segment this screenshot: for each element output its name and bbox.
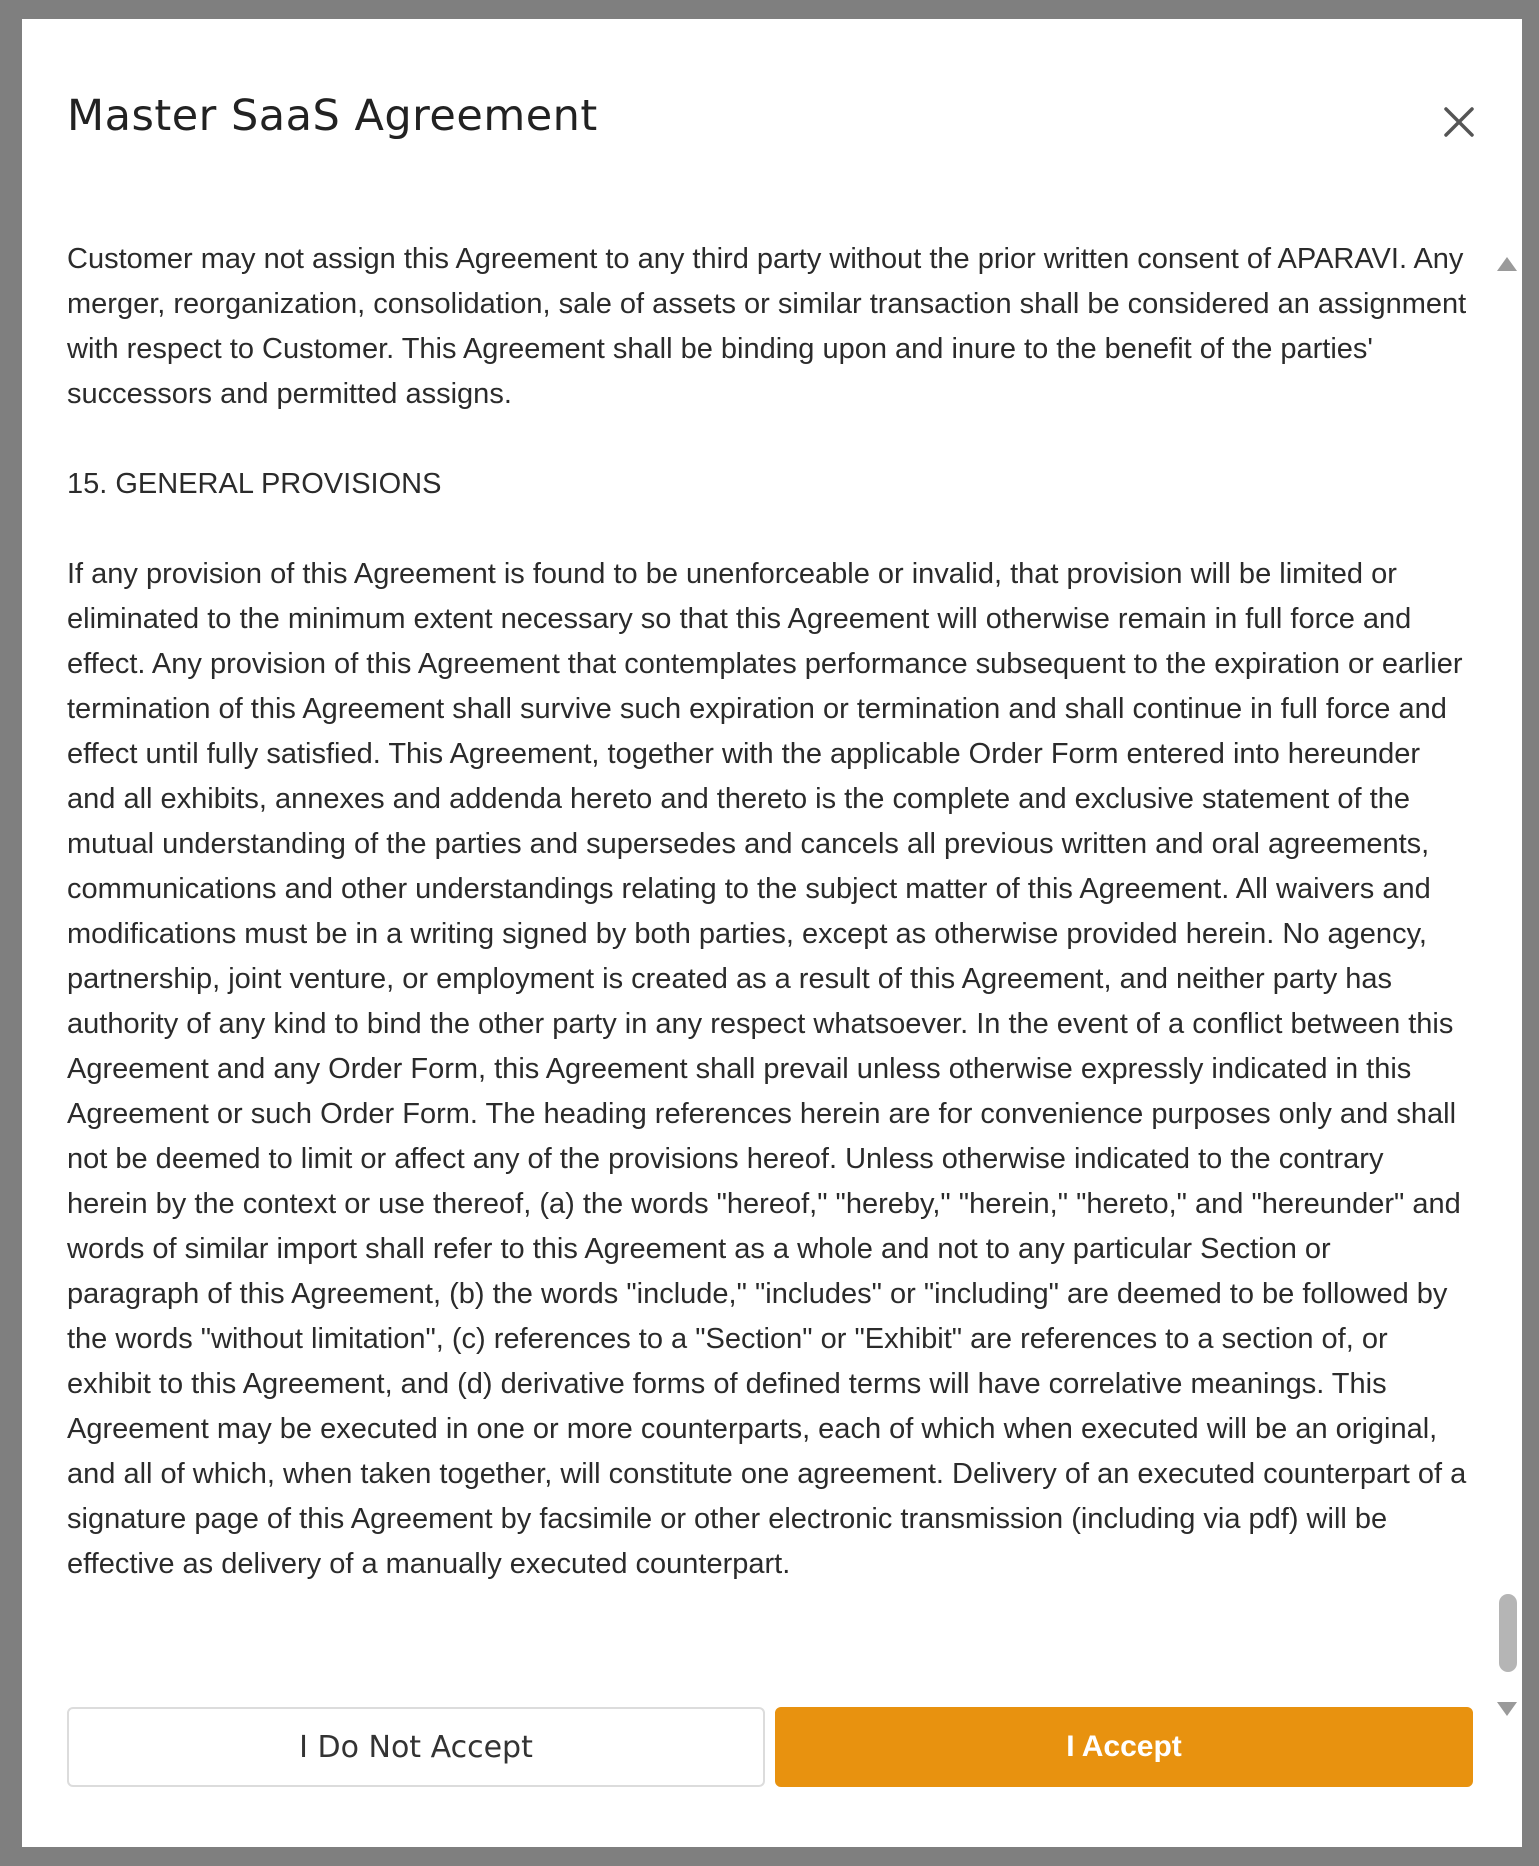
dialog-title: Master SaaS Agreement [67,91,598,141]
close-icon [1434,97,1484,147]
section-heading: 15. GENERAL PROVISIONS [67,468,442,500]
agreement-scroll-area[interactable] [22,229,1522,1725]
scroll-up-button[interactable] [1492,249,1522,279]
dialog-footer [67,1707,1473,1789]
scroll-down-button[interactable] [1492,1694,1522,1724]
vertical-scrollbar[interactable] [1492,249,1522,1724]
decline-button[interactable]: I Do Not Accept [67,1707,765,1787]
scrollbar-thumb[interactable] [1499,1594,1517,1672]
triangle-down-icon [1492,1694,1522,1724]
agreement-paragraph: If any provision of this Agreement is found to be unenforceable or invalid, that provision will be limited or eliminated to the minimum extent necessary so that this Agreement will otherwise remain in full force and effect. Any provision of this Agreement that contemplates performance subsequent to the expiration or earlier termination of this Agreement shall survive such expiration or termination and shall continue in full force and effect until fully satisfied. This Agreement, together with the applicable Order Form entered into hereunder and all exhibits, annexes and addenda hereto and thereto is the complete and exclusive statement of the mutual understanding of the parties and supersedes and cancels all previous written and oral agreements, communications and other understandings relating to the subject matter of this Agreement. All waivers and modifications must be in a writing signed by both parties, except as otherwise provided herein. No agency, partnership, joint venture, or employment is created as a result of this Agreement, and neither party has authority of any kind to bind the other party in any respect whatsoever. In the event of a conflict between this Agreement and any Order Form, this Agreement shall prevail unless otherwise expressly indicated in this Agreement or such Order Form. The heading references herein are for convenience purposes only and shall not be deemed to limit or affect any of the provisions hereof. Unless otherwise indicated to the contrary herein by the context or use thereof, (a) the words "hereof," "hereby," "herein," "hereto," and "hereunder" and words of similar import shall refer to this Agreement as a whole and not to any particular Section or paragraph of this Agreement, (b) the words "include," "includes" or "including" are deemed to be followed by the words "without limitation", (c) references to a "Section" or "Exhibit" are references to a section of, or exhibit to this Agreement, and (d) derivative forms of defined terms will have correlative meanings. This Agreement may be executed in one or more counterparts, each of which when executed will be an original, and all of which, when taken together, will constitute one agreement. Delivery of an executed counterpart of a signature page of this Agreement by facsimile or other electronic transmission (including via pdf) will be effective as delivery of a manually executed counterpart. [67,558,1467,1580]
accept-button[interactable]: I Accept [775,1707,1473,1787]
agreement-dialog [22,19,1522,1847]
agreement-text [67,237,1467,1632]
close-button[interactable] [1434,97,1484,147]
triangle-up-icon [1492,249,1522,279]
dialog-header [22,19,1522,219]
agreement-paragraph: Customer may not assign this Agreement to any third party without the prior written consent of APARAVI. Any merger, reorganization, consolidation, sale of assets or similar transaction shall be considered an assignment with respect to Customer. This Agreement shall be binding upon and inure to the benefit of the parties' successors and permitted assigns. [67,243,1467,410]
